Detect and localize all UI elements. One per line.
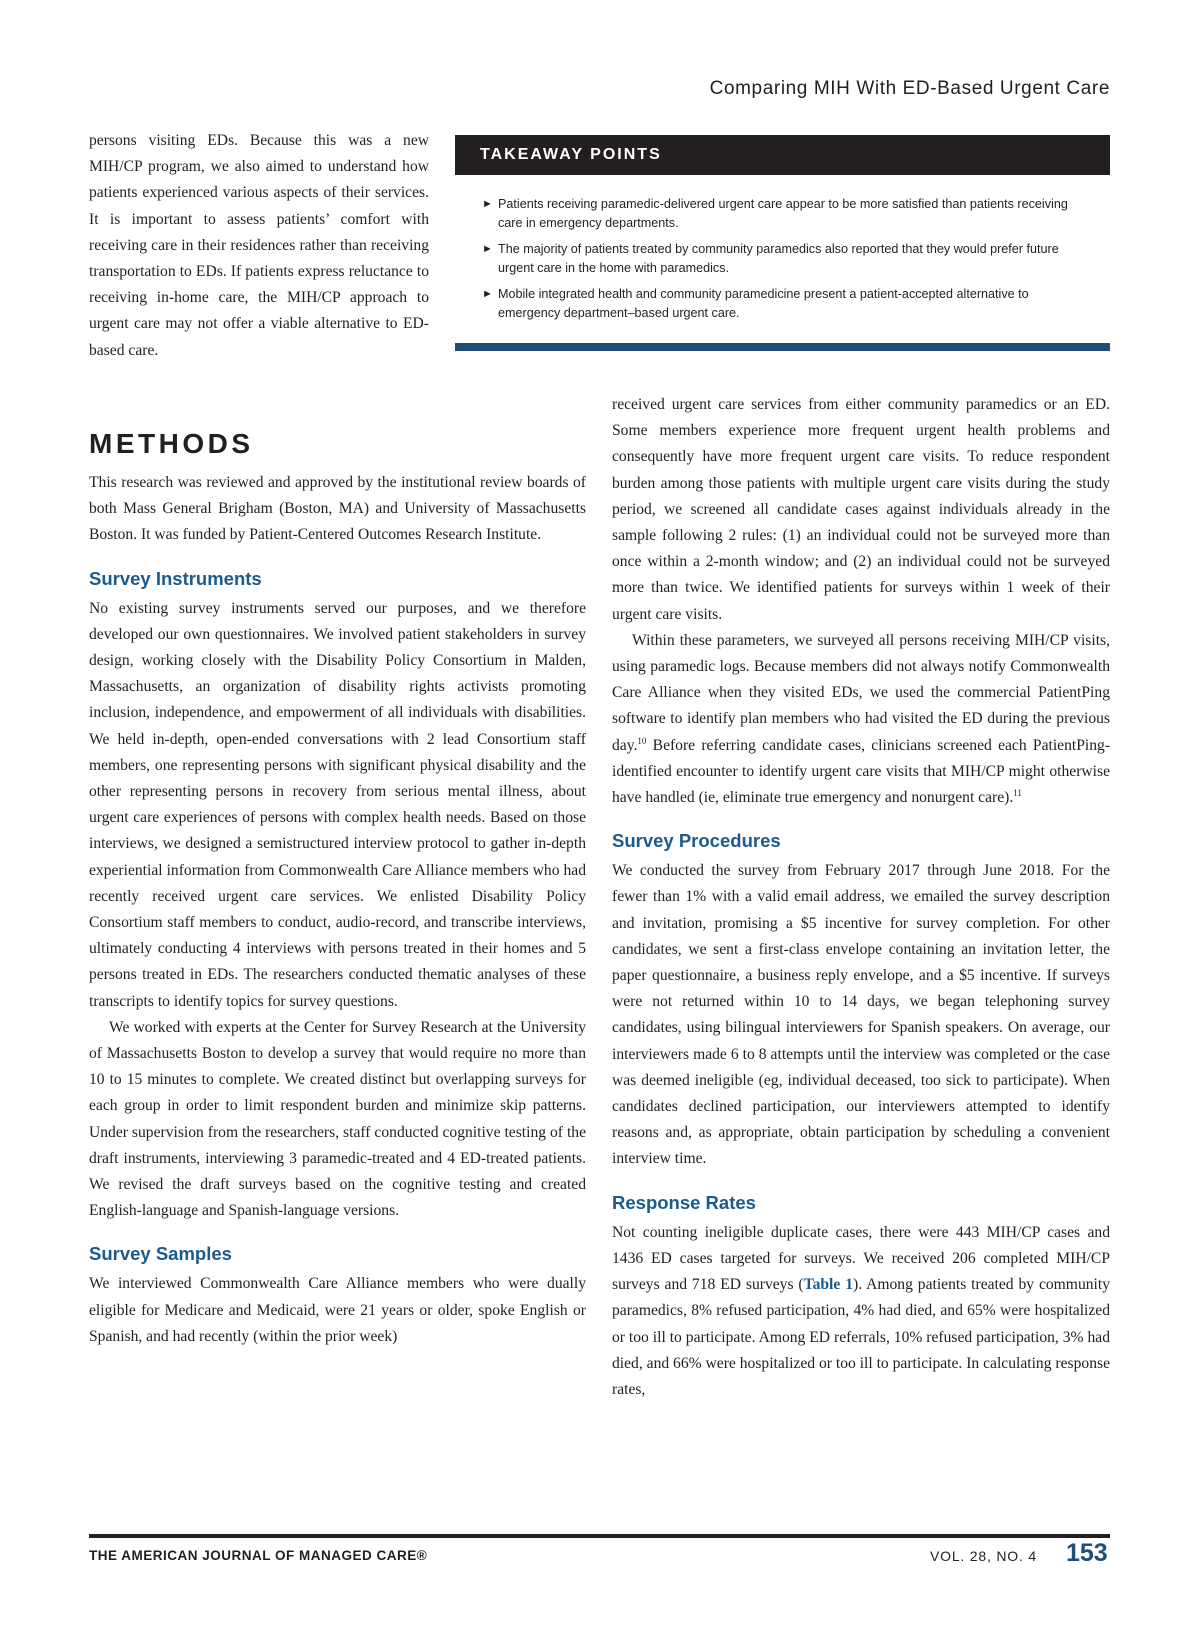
takeaway-divider (455, 343, 1110, 351)
takeaway-item-text: Patients receiving paramedic-delivered urgent care appear to be more satisfied than patients receiving care in emergency departments. (498, 197, 1068, 230)
takeaway-item (482, 195, 1088, 233)
response-rates-heading: Response Rates (612, 1191, 756, 1213)
survey-samples-paragraph-1-continued: received urgent care services from either community paramedics or an ED. Some members experience more frequent urgent health problems and consequently have more frequent urgent care visits. To reduce respondent burden among those patients with multiple urgent care visits during the study period, we screened all candidate cases against individuals already in the sample following 2 rules: (1) an individual could not be surveyed more than once within a 2-month window; and (2) an individual could not be surveyed more than twice. We identified patients for surveys within 1 week of their urgent care visits. (612, 396, 1110, 623)
table-1-link[interactable]: Table 1 (803, 1276, 853, 1294)
left-column (89, 470, 586, 1350)
methods-intro-paragraph: This research was reviewed and approved by the institutional review boards of both Mass General Brigham (Boston, MA) and University of Massachusetts Boston. It was funded by Patient-Centered Outcomes Research Institute. (89, 474, 586, 544)
takeaway-item-text: Mobile integrated health and community paramedicine present a patient-accepted alternative to emergency department–based urgent care. (498, 287, 1029, 320)
survey-samples-heading: Survey Samples (89, 1243, 232, 1265)
intro-column (89, 128, 429, 364)
survey-samples-paragraph-2 (612, 628, 1110, 811)
takeaway-item (482, 240, 1088, 278)
page-number: 153 (1066, 1539, 1108, 1567)
survey-procedures-paragraph: We conducted the survey from February 2017 through June 2018. For the fewer than 1% with a valid email address, we emailed the survey description and invitation, promising a $5 incentive for survey completion. For other candidates, we sent a first-class envelope containing an invitation letter, the paper questionnaire, a business reply envelope, and a $5 incentive. If surveys were not returned within 10 to 14 days, we began telephoning survey candidates, using bilingual interviewers for Spanish speakers. On average, our interviewers made 6 to 8 attempts until the interview was completed or the case was deemed ineligible (eg, individual deceased, too sick to participate). When candidates declined participation, our interviewers attempted to identify reasons and, as appropriate, obtain participation by scheduling a convenient interview time. (612, 862, 1110, 1168)
takeaway-item-text: The majority of patients treated by community paramedics also reported that they would prefer future urgent care in the home with paramedics. (498, 242, 1059, 275)
reference-10: 10 (637, 735, 647, 746)
chevron-right-icon: ► (482, 288, 493, 300)
volume-issue: VOL. 28, NO. 4 (930, 1548, 1037, 1564)
takeaway-item (482, 285, 1088, 323)
response-rates-text-a: Not counting ineligible duplicate cases, there were 443 MIH/CP cases and 1436 ED cases targeted for surveys. We received 206 completed MIH/CP surveys and 718 ED surveys ( (612, 1223, 1110, 1294)
survey-instruments-paragraph-2: We worked with experts at the Center for Survey Research at the University of Massachusetts Boston to develop a survey that would require no more than 10 to 15 minutes to complete. We created distinct but overlapping surveys for each group in order to limit respondent burden and minimize skip patterns. Under supervision from the researchers, staff conducted cognitive testing of the draft instruments, interviewing 3 paramedic-treated and 4 ED-treated patients. We revised the draft surveys based on the cognitive testing and created English-language and Spanish-language versions. (89, 1018, 586, 1220)
response-rates-text-b: ). Among patients treated by community paramedics, 8% refused participation, 4% had died, and 65% were hospitalized or too ill to participate. Among ED referrals, 10% refused participation, 3% had died, and 66% were hospitalized or too ill to participate. In calculating response rates, (612, 1276, 1110, 1398)
takeaway-list (482, 195, 1088, 323)
methods-heading: METHODS (89, 428, 254, 459)
footer-rule (89, 1534, 1110, 1538)
reference-11: 11 (1013, 787, 1022, 798)
survey-procedures-heading: Survey Procedures (612, 830, 781, 852)
survey-samples-paragraph-2-text: Within these parameters, we surveyed all persons receiving MIH/CP visits, using paramedic logs. Because members did not always notify Commonwealth Care Alliance when they visited EDs, we used the commercial PatientPing software to identify plan members who had visited the ED during the previous day. (612, 631, 1110, 754)
survey-samples-paragraph-2-continued: Before referring candidate cases, clinicians screened each PatientPing-identified encounter to identify urgent care visits that MIH/CP might otherwise have handled (ie, eliminate true emergency and nonurgent care). (612, 736, 1110, 807)
journal-name: THE AMERICAN JOURNAL OF MANAGED CARE® (89, 1548, 428, 1563)
response-rates-paragraph (612, 1220, 1110, 1403)
intro-paragraph: persons visiting EDs. Because this was a new MIH/CP program, we also aimed to understand how patients experienced various aspects of their services. It is important to assess patients’ comfort with receiving care in their residences rather than receiving transportation to EDs. If patients express reluctance to receiving in-home care, the MIH/CP approach to urgent care may not offer a viable alternative to ED-based care. (89, 132, 429, 359)
survey-instruments-paragraph-1: No existing survey instruments served our purposes, and we therefore developed our own questionnaires. We involved patient stakeholders in survey design, working closely with the Disability Policy Consortium in Malden, Massachusetts, an organization of disability rights activists promoting inclusion, independence, and empowerment of all individuals with disabilities. We held in-depth, open-ended conversations with 2 lead Consortium staff members, one representing persons with significant physical disability and the other representing persons in recovery from serious mental illness, about urgent care experiences of persons with complex health needs. Based on those interviews, we designed a semistructured interview protocol to gather in-depth experiential information from Commonwealth Care Alliance members who had recently received urgent care services. We enlisted Disability Policy Consortium staff members to conduct, audio-record, and transcribe interviews, ultimately conducting 4 interviews with persons treated in their homes and 5 persons treated in EDs. The researchers conducted thematic analyses of these transcripts to identify topics for survey questions. (89, 599, 586, 1010)
survey-samples-paragraph-1: We interviewed Commonwealth Care Alliance members who were dually eligible for Medicare and Medicaid, were 21 years or older, spoke English or Spanish, and had recently (within the prior week) (89, 1275, 586, 1345)
running-title: Comparing MIH With ED-Based Urgent Care (709, 78, 1110, 99)
chevron-right-icon: ► (482, 198, 493, 210)
takeaway-title: TAKEAWAY POINTS (455, 135, 1110, 175)
survey-instruments-heading: Survey Instruments (89, 567, 262, 589)
takeaway-box (455, 135, 1110, 330)
chevron-right-icon: ► (482, 243, 493, 255)
right-column (612, 392, 1110, 1403)
